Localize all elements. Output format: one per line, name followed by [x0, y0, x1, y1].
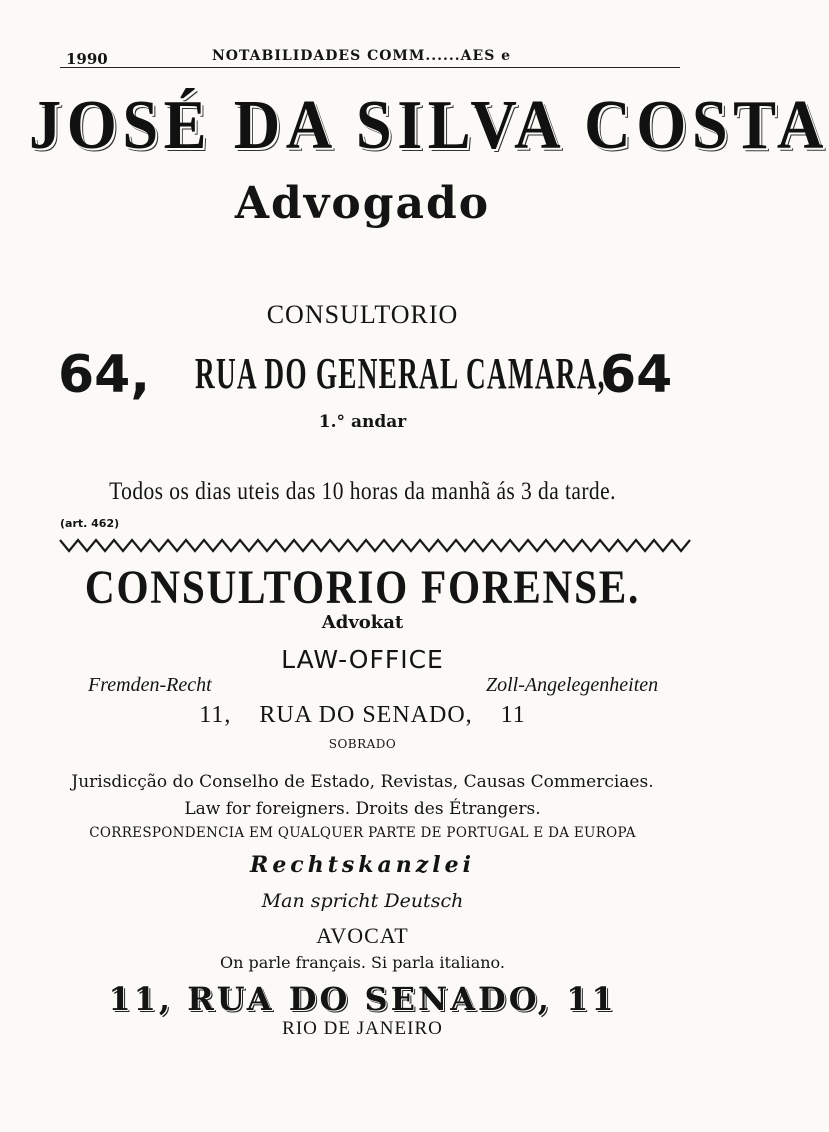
page-number: 1990: [66, 50, 108, 68]
header-rule: [60, 67, 680, 68]
languages-line: On parle français. Si parla italiano.: [220, 953, 505, 972]
profession-title: Advogado: [234, 178, 491, 229]
avocat-label: AVOCAT: [316, 923, 409, 948]
correspondence-line: CORRESPONDENCIA EM QUALQUER PARTE DE PORTUGAL E DA EUROPA: [89, 825, 636, 841]
street-number-left: 64,: [58, 345, 151, 405]
german-spoken-line: Man spricht Deutsch: [261, 890, 464, 912]
office-hours: Todos os dias uteis das 10 horas da manhã ás 3 da tarde.: [109, 478, 616, 505]
sobrado-label: SOBRADO: [328, 737, 397, 751]
city-label: RIO DE JANEIRO: [282, 1018, 443, 1039]
customs-tag: Zoll-Angelegenheiten: [486, 674, 659, 696]
rechtskanzlei-label: Rechtskanzlei: [250, 852, 475, 878]
office-label: CONSULTORIO: [266, 300, 459, 329]
street-number-right: 64: [600, 345, 673, 405]
office-address: 11, RUA DO SENADO, 11: [199, 702, 526, 728]
running-title: NOTABILIDADES COMM......AES e: [212, 48, 512, 64]
foreign-law-tag: Fremden-Recht: [88, 674, 212, 696]
article-reference: (art. 462): [60, 517, 120, 530]
advertiser-name: JOSÉ DA SILVA COSTA: [29, 87, 829, 164]
advokat-label: Advokat: [321, 612, 404, 633]
floor-label: 1.° andar: [318, 412, 407, 432]
office-title: CONSULTORIO FORENSE.: [84, 561, 641, 614]
law-office-label: LAW-OFFICE: [281, 645, 444, 674]
zigzag-divider: [60, 536, 690, 554]
jurisdiction-line: Jurisdicção do Conselho de Estado, Revistas, Causas Commerciaes.: [71, 772, 654, 792]
street-name: RUA DO GENERAL CAMARA,: [195, 349, 606, 398]
address-banner: 11, RUA DO SENADO, 11: [108, 980, 617, 1018]
foreigners-line: Law for foreigners. Droits des Étrangers.: [184, 799, 541, 819]
